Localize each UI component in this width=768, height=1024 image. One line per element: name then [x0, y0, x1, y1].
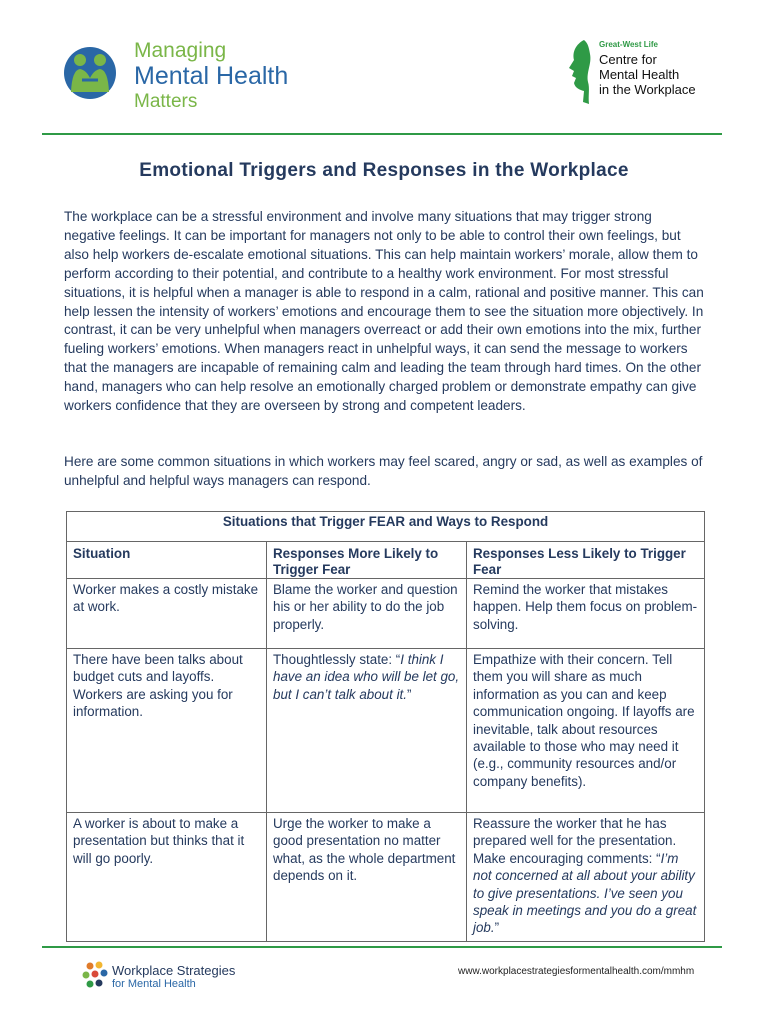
table-row — [67, 649, 705, 813]
quote-suffix: ” — [494, 920, 500, 936]
intro-paragraph: The workplace can be a stressful environment and involve many situations that may trigger strong negative feelings. It can be important for managers not only to be able to control their own feelings, but also help workers de-escalate emotional situations. This can help maintain workers’ morale, allow them to perform according to their potential, and contribute to a healthy work environment. For most stressful situations, it is helpful when a manager is able to respond in a calm, rational and positive manner. This can help lessen the intensity of workers’ emotions and encourage them to see the situation more objectively. In contrast, it can be very unhelpful when managers overreact or add their own emotions into the mix, further fueling workers’ emotions. When managers react in unhelpful ways, it can send the message to workers that the managers are incapable of remaining calm and leading the team through hard times. On the other hand, managers who can help resolve an emotionally charged problem or demonstrate empathy can give workers confidence that they are overseen by strong and competent leaders. — [64, 209, 704, 414]
situation-cell: There have been talks about budget cuts and layoffs. Workers are asking you for information. — [67, 649, 267, 813]
situation-cell: A worker is about to make a presentation but thinks that it will go poorly. — [67, 813, 267, 942]
centre-for-mental-health-logo — [566, 38, 716, 110]
table-caption: Situations that Trigger FEAR and Ways to Respond — [67, 512, 705, 542]
centre-line-3: in the Workplace — [599, 82, 696, 97]
dots-cluster-icon — [82, 961, 110, 991]
fear-responses-table — [66, 511, 705, 942]
managing-mental-health-matters-logo — [62, 40, 312, 115]
two-people-circle-icon — [62, 42, 118, 102]
footer-logo-line-1: Workplace Strategies — [112, 963, 236, 978]
logo-line-mental-health: Mental Health — [134, 62, 289, 90]
quote-prefix: Thoughtlessly state: “ — [273, 652, 401, 667]
centre-line-1: Centre for — [599, 52, 657, 67]
quote-text: I’m not concerned at all about your ability to give presentations. I’ve seen you speak in meetings and you do a great job. — [473, 850, 697, 936]
footer-logo-line-2: for Mental Health — [112, 978, 196, 990]
header-divider — [42, 133, 722, 135]
column-header-less-likely: Responses Less Likely to Trigger Fear — [467, 542, 705, 579]
less-likely-cell: Empathize with their concern. Tell them you will share as much information as you can and keep communication ongoing. If layoffs are inevitable, talk about resources available to those who may need it (e.g., community resources and/or company benefits). — [467, 649, 705, 813]
workplace-strategies-logo — [82, 961, 282, 995]
table-row — [67, 579, 705, 649]
quote-text: I think I have an idea who will be let go, but I can’t talk about it. — [273, 652, 460, 702]
more-likely-cell: Blame the worker and question his or her ability to do the job properly. — [267, 579, 467, 649]
less-likely-cell: Remind the worker that mistakes happen. Help them focus on problem-solving. — [467, 579, 705, 649]
document-title: Emotional Triggers and Responses in the Workplace — [139, 160, 629, 181]
column-header-more-likely: Responses More Likely to Trigger Fear — [267, 542, 467, 579]
footer-url: www.workplacestrategiesformentalhealth.com/mmhm — [458, 966, 695, 977]
logo-line-matters: Matters — [134, 91, 198, 112]
logo-line-managing: Managing — [134, 39, 227, 62]
quote-prefix: Reassure the worker that he has prepared well for the presentation. Make encouraging comments: “ — [473, 816, 677, 866]
great-west-life-brand: Great-West Life — [599, 40, 658, 49]
more-likely-cell: Urge the worker to make a good presentation no matter what, as the whole department depends on it. — [267, 813, 467, 942]
more-likely-cell — [267, 649, 467, 813]
page-header — [0, 0, 768, 134]
quote-suffix: ” — [407, 686, 412, 702]
face-profile-icon — [566, 38, 596, 108]
lead-in-paragraph: Here are some common situations in which workers may feel scared, angry or sad, as well as examples of unhelpful and helpful ways managers can respond. — [64, 454, 703, 488]
situation-cell: Worker makes a costly mistake at work. — [67, 579, 267, 649]
column-header-situation: Situation — [67, 542, 267, 579]
centre-line-2: Mental Health — [599, 67, 680, 82]
less-likely-cell — [467, 813, 705, 942]
footer-divider — [42, 946, 722, 948]
table-row — [67, 813, 705, 942]
